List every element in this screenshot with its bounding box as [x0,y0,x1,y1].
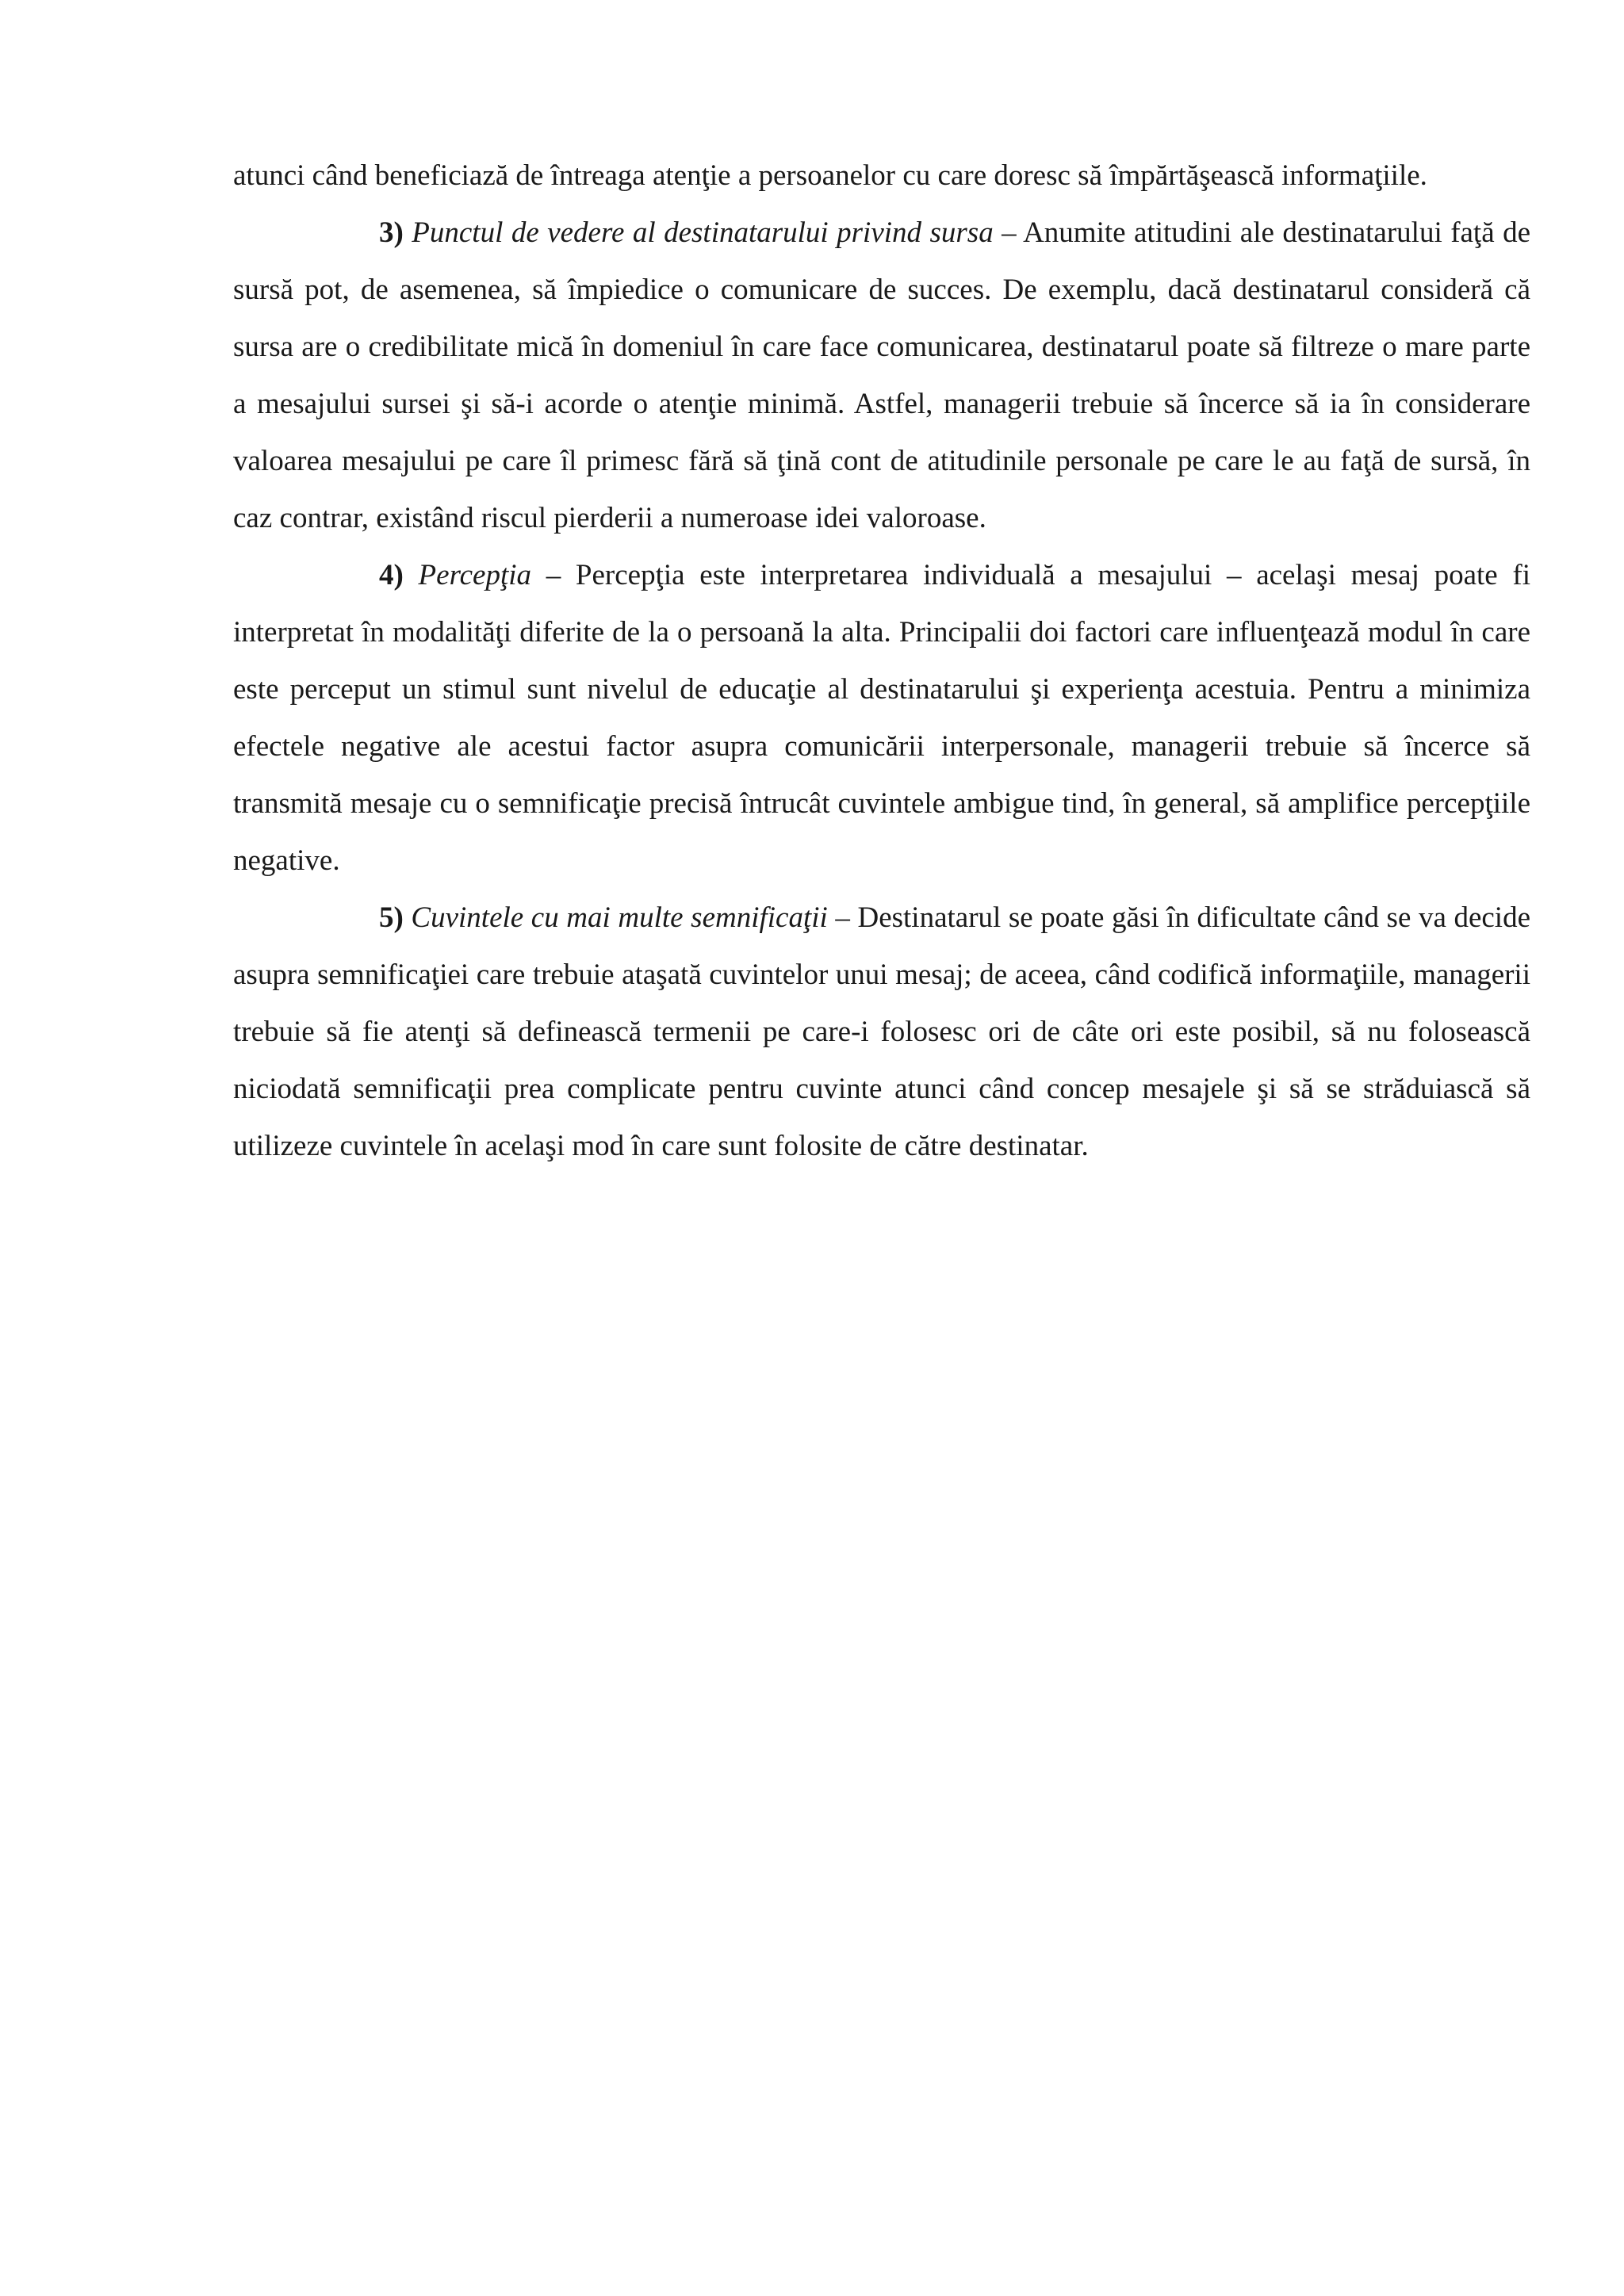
paragraph-number: 3) [379,216,404,249]
paragraph-3 [233,205,1530,547]
paragraph-heading: Cuvintele cu mai multe semnificaţii [411,901,828,934]
paragraph-continuation [233,147,1530,205]
paragraph-text: – Destinatarul se poate găsi în dificultate când se va decide asupra semnificaţiei care trebuie ataşată cuvintelor unui mesaj; de aceea, când codifică informaţiile, managerii trebuie să fie atenţi să definească termenii pe care-i folosesc ori de câte ori este posibil, să nu folosească niciodată semnificaţii prea complicate pentru cuvinte atunci când concep mesajele şi să se străduiască să utilizeze cuvintele în acelaşi mod în care sunt folosite de către destinatar. [233,901,1531,1162]
paragraph-heading: Percepţia [418,559,532,591]
paragraph-5 [233,890,1530,1175]
paragraph-4 [233,547,1530,890]
paragraph-heading: Punctul de vedere al destinatarului privind sursa [412,216,994,249]
paragraph-text: atunci când beneficiază de întreaga atenţie a persoanelor cu care doresc să împărtăşească informaţiile. [233,159,1427,192]
paragraph-text: – Anumite atitudini ale destinatarului faţă de sursă pot, de asemenea, să împiedice o comunicare de succes. De exemplu, dacă destinatarul consideră că sursa are o credibilitate mică în domeniul în care face comunicarea, destinatarul poate să filtreze o mare parte a mesajului sursei şi să-i acorde o atenţie minimă. Astfel, managerii trebuie să încerce să ia în considerare valoarea mesajului pe care îl primesc fără să ţină cont de atitudinile personale pe care le au faţă de sursă, în caz contrar, existând riscul pierderii a numeroase idei valoroase. [233,216,1531,534]
paragraph-text: – Percepţia este interpretarea individuală a mesajului – acelaşi mesaj poate fi interpretat în modalităţi diferite de la o persoană la alta. Principalii doi factori care influenţează modul în care este perceput un stimul sunt nivelul de educaţie al destinatarului şi experienţa acestuia. Pentru a minimiza efectele negative ale acestui factor asupra comunicării interpersonale, managerii trebuie să încerce să transmită mesaje cu o semnificaţie precisă întrucât cuvintele ambigue tind, în general, să amplifice percepţiile negative. [233,559,1531,877]
paragraph-number: 4) [379,559,404,591]
body-text [233,147,1530,1175]
paragraph-number: 5) [379,901,404,934]
